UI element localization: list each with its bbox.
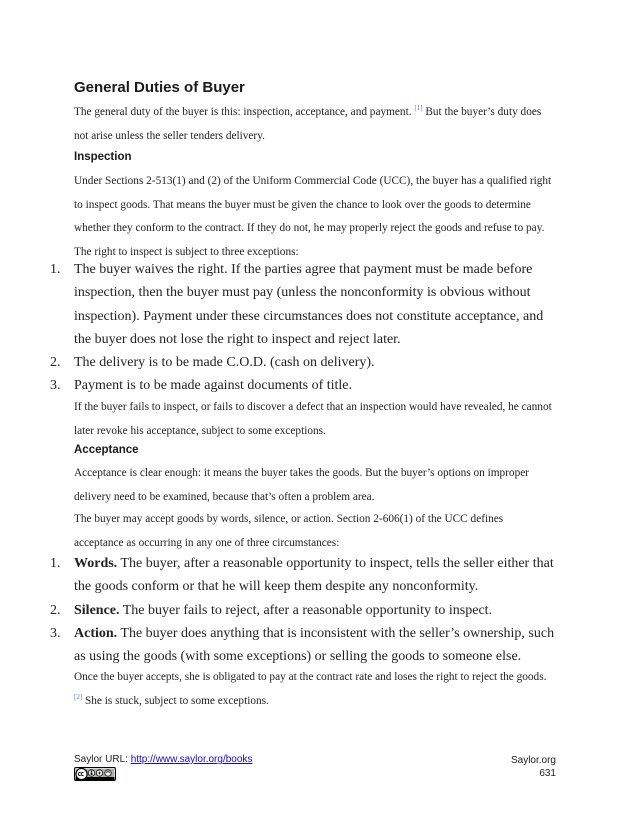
footer-publisher [511, 754, 556, 780]
acceptance-paragraph-2: The buyer may accept goods by words, silence, or action. Section 2-606(1) of the UCC defines acceptance as occurring in any one of three circumstances: [74, 513, 504, 549]
acceptance-heading: Acceptance [74, 444, 139, 456]
list-number: 2. [50, 602, 61, 618]
list-text: The buyer fails to reject, after a reasonable opportunity to inspect. [119, 602, 493, 618]
footer-site: Saylor.org [510, 755, 556, 766]
list-item [0, 258, 560, 351]
inspection-exceptions-list [0, 258, 560, 398]
list-number: 1. [50, 556, 61, 571]
inspection-followup-paragraph: If the buyer fails to inspect, or fails to discover a defect that an inspection would have revealed, he cannot later revoke his acceptance, subject to some exceptions. [74, 401, 552, 437]
acceptance-circumstances-list [0, 552, 560, 668]
footer-url-link[interactable]: http://www.saylor.org/books [130, 754, 253, 765]
list-term: Action. [74, 625, 118, 641]
intro-paragraph [74, 101, 554, 148]
footnote-link-1[interactable]: [1] [414, 104, 423, 113]
intro-text-2: But the buyer’s duty does not arise unless the seller tenders delivery. [74, 106, 542, 142]
list-item [0, 374, 560, 397]
inspection-paragraph: Under Sections 2-513(1) and (2) of the Uniform Commercial Code (UCC), the buyer has a qualified right to inspect goods. That means the buyer must be given the chance to look over the goods to determine whether they conform to the contract. If they do not, he may properly reject the goods and refuse to pay. The right to inspect is subject to three exceptions: [74, 175, 552, 258]
list-text: The buyer does anything that is inconsistent with the seller’s ownership, such as using the goods (with some exceptions) or selling the goods to someone else. [74, 625, 555, 665]
list-number: 2. [50, 355, 61, 371]
section-heading: General Duties of Buyer [74, 79, 245, 96]
footnote-link-2[interactable]: [2] [74, 692, 83, 701]
footer-source [74, 754, 252, 765]
list-number: 3. [50, 625, 61, 641]
creative-commons-license-icon [74, 767, 116, 781]
list-text: The buyer waives the right. If the parties agree that payment must be made before inspection, then the buyer must pay (unless the nonconformity is obvious without inspection). Payment under these circumstances does not constitute acceptance, and the buyer does not lose the right to inspect and reject later. [74, 262, 544, 347]
acceptance-paragraph-1: Acceptance is clear enough: it means the buyer takes the goods. But the buyer’s options on improper delivery need to be examined, because that’s often a problem area. [74, 467, 529, 503]
list-text: The delivery is to be made C.O.D. (cash on delivery). [74, 355, 375, 371]
list-term: Words. [74, 556, 118, 571]
list-item [0, 552, 560, 599]
inspection-heading: Inspection [74, 151, 132, 163]
list-text: Payment is to be made against documents of title. [74, 378, 352, 394]
list-term: Silence. [74, 602, 120, 618]
acceptance-paragraph-3 [74, 666, 554, 713]
list-item [0, 351, 560, 374]
list-item [0, 622, 560, 669]
intro-text-1: The general duty of the buyer is this: inspection, acceptance, and payment. [74, 106, 412, 118]
list-number: 3. [50, 378, 61, 394]
list-text: The buyer, after a reasonable opportunity to inspect, tells the seller either that the goods conform or that he will keep them despite any nonconformity. [74, 556, 554, 595]
list-item [0, 599, 560, 622]
acceptance-text-1: Once the buyer accepts, she is obligated to pay at the contract rate and loses the right to reject the goods. [74, 671, 547, 683]
list-number: 1. [50, 262, 61, 277]
acceptance-text-2: She is stuck, subject to some exceptions. [82, 694, 269, 707]
page-number: 631 [539, 768, 556, 779]
footer-url-label: Saylor URL: [74, 754, 131, 765]
